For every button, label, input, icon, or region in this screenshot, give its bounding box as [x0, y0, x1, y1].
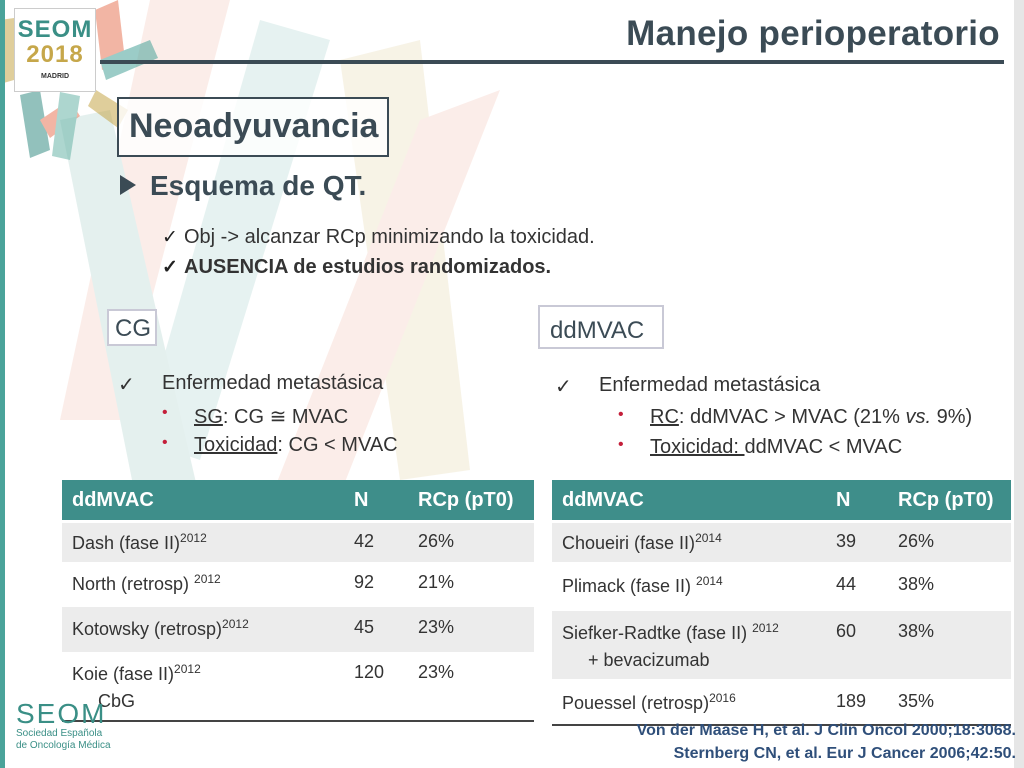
rcp-cell: 38%: [888, 611, 1011, 679]
right-criterion: [555, 374, 821, 398]
rcp-cell: 26%: [408, 522, 534, 563]
right-bullet-toxicidad: [618, 436, 903, 459]
checkmark-icon: ✓: [162, 257, 178, 278]
logo-line3: MADRID: [41, 73, 69, 80]
study-name: Pouessel (retrosp): [562, 693, 710, 713]
col-header-n: N: [826, 480, 888, 522]
study-name: Koie (fase II): [72, 664, 175, 684]
study-name: North (retrosp): [72, 574, 195, 594]
footer-seom-logo: [16, 700, 111, 752]
page-title: Manejo perioperatorio: [626, 14, 1000, 53]
cg-tag-label: CG: [115, 315, 151, 342]
table-row: [62, 652, 534, 721]
rcp-cell: 23%: [408, 607, 534, 652]
study-cell: [62, 522, 344, 563]
bullet-rest: : CG ≅ MVAC: [222, 406, 349, 428]
table-row: [552, 562, 1011, 611]
bullet-dot-icon: •: [618, 406, 624, 423]
table-header-row: [552, 480, 1011, 522]
table-row: [62, 562, 534, 607]
esquema-label: Esquema de QT.: [150, 170, 367, 201]
checkmark-icon: ✓: [118, 374, 135, 396]
study-cell: [62, 607, 344, 652]
left-study-table: [62, 480, 534, 722]
study-subline: + bevacizumab: [588, 650, 710, 670]
right-study-table: [552, 480, 1011, 726]
bullet-key: Toxicidad:: [650, 436, 745, 458]
table-row: [62, 522, 534, 563]
cg-tag: [107, 309, 157, 346]
n-cell: 92: [354, 572, 375, 592]
study-year: 2012: [194, 572, 221, 586]
left-criterion-text: Enfermedad metastásica: [162, 372, 384, 394]
footer-logo-name: SEOM: [16, 698, 107, 729]
bullet-rest: : CG < MVAC: [277, 434, 398, 456]
esquema-heading: [120, 170, 366, 202]
bullet-vs: vs.: [905, 406, 932, 428]
study-name: Kotowsky (retrosp): [72, 619, 223, 639]
study-name: Siefker-Radtke (fase II): [562, 623, 753, 643]
footer-logo-line2: de Oncología Médica: [16, 740, 111, 751]
rcp-cell: 38%: [898, 574, 935, 594]
rcp-cell: 35%: [888, 679, 1011, 725]
n-cell: 44: [836, 574, 857, 594]
study-year: 2012: [752, 621, 779, 635]
bullet-rest-end: 9%): [931, 406, 973, 428]
study-name: Plimack (fase II): [562, 576, 697, 596]
table-row: [62, 607, 534, 652]
n-cell: 45: [344, 607, 408, 652]
rcp-cell: 21%: [418, 572, 455, 592]
n-cell: 120: [344, 652, 408, 721]
study-subline: CbG: [98, 691, 136, 711]
col-header-study: ddMVAC: [62, 480, 344, 522]
study-year: 2012: [222, 617, 249, 631]
reference-1: Von der Maase H, et al. J Clin Oncol 2000;18:3068.: [636, 722, 1016, 739]
checkmark-icon: ✓: [162, 227, 178, 248]
bullet-key: Toxicidad: [194, 434, 278, 456]
reference-2: Sternberg CN, et al. Eur J Cancer 2006;42:50.: [673, 745, 1016, 762]
footer-logo-line1: Sociedad Española: [16, 728, 103, 739]
study-cell: [552, 679, 826, 725]
col-header-rcp: RCp (pT0): [888, 480, 1011, 522]
study-cell: [552, 562, 826, 611]
ddmvac-tag-label: ddMVAC: [550, 317, 645, 344]
bullet-rest: : ddMVAC > MVAC (21%: [678, 406, 906, 428]
col-header-n: N: [344, 480, 408, 522]
study-year: 2014: [696, 574, 723, 588]
logo-line1: SEOM: [17, 16, 93, 43]
n-cell: 60: [826, 611, 888, 679]
n-cell: 189: [826, 679, 888, 725]
study-name: Choueiri (fase II): [562, 533, 696, 553]
bullet-dot-icon: •: [618, 436, 624, 453]
study-cell: [552, 522, 826, 563]
bullet-key: SG: [194, 406, 223, 428]
study-year: 2014: [695, 531, 722, 545]
study-cell: [62, 562, 344, 607]
check-text: AUSENCIA de estudios randomizados.: [184, 256, 552, 278]
left-edge-bar: [0, 0, 5, 768]
study-year: 2012: [180, 531, 207, 545]
bullet-dot-icon: •: [162, 404, 168, 421]
study-cell: [552, 611, 826, 679]
ddmvac-tag: [538, 305, 664, 349]
n-cell: 39: [826, 522, 888, 563]
left-criterion: [118, 372, 384, 396]
check-item-absence: [162, 256, 551, 279]
study-name: Dash (fase II): [72, 533, 181, 553]
logo-line2: 2018: [26, 41, 84, 68]
n-cell: 42: [344, 522, 408, 563]
col-header-rcp: RCp (pT0): [408, 480, 534, 522]
study-year: 2012: [174, 662, 201, 676]
rcp-cell: 23%: [408, 652, 534, 721]
section-title-box: [117, 97, 389, 157]
checkmark-icon: ✓: [555, 376, 572, 398]
section-title: Neoadyuvancia: [129, 107, 379, 145]
table-row: [552, 611, 1011, 679]
bullet-dot-icon: •: [162, 434, 168, 451]
check-text: Obj -> alcanzar RCp minimizando la toxicidad.: [184, 226, 595, 248]
study-year: 2016: [709, 691, 736, 705]
table-row: [552, 522, 1011, 563]
seom-2018-logo: [14, 8, 96, 92]
table-header-row: [62, 480, 534, 522]
check-item-objective: [162, 226, 595, 249]
right-criterion-text: Enfermedad metastásica: [599, 374, 821, 396]
right-bullet-rc: [618, 406, 973, 429]
bullet-rest: ddMVAC < MVAC: [744, 436, 903, 458]
left-bullet-toxicidad: [162, 434, 398, 457]
rcp-cell: 26%: [888, 522, 1011, 563]
title-underline: [100, 60, 1004, 64]
right-edge-bar: [1014, 0, 1024, 768]
table-row: [552, 679, 1011, 725]
arrow-bullet-icon: [120, 175, 136, 195]
bullet-key: RC: [650, 406, 679, 428]
col-header-study: ddMVAC: [552, 480, 826, 522]
left-bullet-sg: [162, 404, 349, 429]
